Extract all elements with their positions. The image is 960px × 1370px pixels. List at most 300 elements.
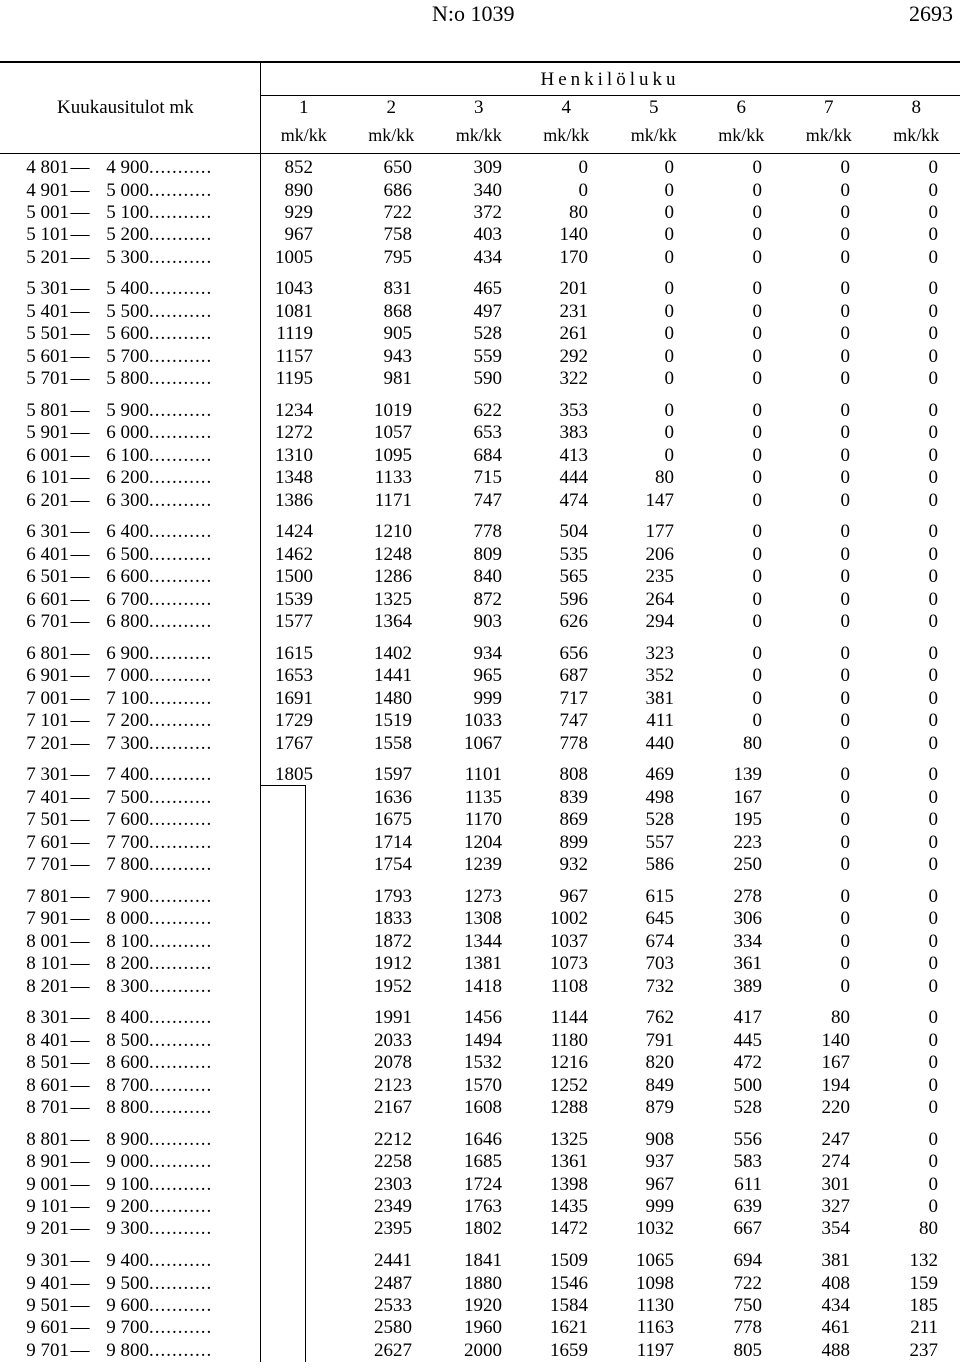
income-from: 8 401 bbox=[26, 1029, 69, 1051]
cell-persons-8: 0 bbox=[928, 710, 938, 732]
household-size-header: 2 bbox=[386, 97, 396, 118]
cell-persons-6: 0 bbox=[752, 588, 762, 610]
income-range bbox=[7, 300, 257, 323]
table-row bbox=[0, 345, 960, 368]
cell-persons-6: 0 bbox=[752, 467, 762, 489]
unit-header: mk/kk bbox=[280, 125, 327, 145]
income-to: 5 300 bbox=[106, 246, 149, 268]
income-to: 6 300 bbox=[106, 489, 149, 511]
cell-persons-8: 0 bbox=[928, 345, 938, 367]
cell-persons-8: 0 bbox=[928, 1151, 938, 1172]
cell-persons-6: 139 bbox=[733, 764, 762, 786]
dot-leader: ........... bbox=[149, 908, 213, 930]
cell-persons-3: 653 bbox=[473, 422, 502, 444]
income-range bbox=[7, 907, 257, 930]
income-range bbox=[7, 885, 257, 908]
income-to: 5 400 bbox=[106, 278, 149, 300]
table-row bbox=[0, 399, 960, 422]
income-range bbox=[7, 1006, 257, 1029]
cell-persons-4: 687 bbox=[559, 665, 588, 687]
unit-header: mk/kk bbox=[718, 125, 765, 145]
income-from: 7 901 bbox=[26, 908, 69, 930]
income-to: 7 000 bbox=[106, 665, 149, 687]
cell-persons-2: 650 bbox=[383, 157, 412, 178]
cell-persons-1: 1691 bbox=[275, 687, 313, 709]
cell-persons-4: 1325 bbox=[550, 1128, 588, 1150]
cell-persons-5: 820 bbox=[645, 1052, 674, 1073]
income-from: 8 301 bbox=[26, 1007, 69, 1029]
cell-persons-1: 1157 bbox=[275, 345, 313, 367]
household-size-header: 5 bbox=[649, 97, 659, 118]
cell-persons-1: 1653 bbox=[275, 665, 313, 687]
cell-persons-3: 1880 bbox=[464, 1272, 502, 1294]
cell-persons-2: 1872 bbox=[374, 930, 412, 952]
income-range bbox=[7, 1294, 257, 1317]
page-header bbox=[0, 0, 960, 30]
household-size-header: 7 bbox=[824, 97, 834, 118]
table-row bbox=[0, 930, 960, 953]
cell-persons-3: 1763 bbox=[464, 1195, 502, 1217]
dot-leader: ........... bbox=[149, 300, 213, 322]
dot-leader: ........... bbox=[149, 1029, 213, 1051]
dot-leader: ........... bbox=[149, 368, 213, 390]
income-range bbox=[7, 1195, 257, 1218]
range-dash: — bbox=[70, 908, 90, 930]
cell-persons-3: 1381 bbox=[464, 953, 502, 975]
table-row bbox=[0, 732, 960, 755]
dot-leader: ........... bbox=[149, 422, 213, 444]
income-to: 6 100 bbox=[106, 444, 149, 466]
table-row bbox=[0, 763, 960, 786]
cell-persons-5: 791 bbox=[645, 1029, 674, 1051]
table-row bbox=[0, 1150, 960, 1173]
cell-persons-8: 0 bbox=[928, 157, 938, 178]
cell-persons-3: 1494 bbox=[464, 1029, 502, 1051]
cell-persons-8: 0 bbox=[928, 1097, 938, 1118]
income-to: 8 900 bbox=[106, 1128, 149, 1150]
range-dash: — bbox=[70, 732, 90, 754]
income-range bbox=[7, 1051, 257, 1074]
cell-persons-6: 0 bbox=[752, 665, 762, 687]
dot-leader: ........... bbox=[149, 278, 213, 300]
cell-persons-4: 565 bbox=[559, 566, 588, 588]
table-row bbox=[0, 201, 960, 224]
cell-persons-7: 0 bbox=[840, 930, 850, 952]
cell-persons-2: 2395 bbox=[374, 1218, 412, 1240]
cell-persons-5: 937 bbox=[645, 1151, 674, 1172]
cell-persons-6: 0 bbox=[752, 157, 762, 178]
income-from: 8 801 bbox=[26, 1128, 69, 1150]
household-size-header: 6 bbox=[736, 97, 746, 118]
income-range bbox=[7, 322, 257, 345]
cell-persons-7: 0 bbox=[840, 489, 850, 511]
range-dash: — bbox=[70, 885, 90, 907]
dot-leader: ........... bbox=[149, 1097, 213, 1118]
cell-persons-5: 674 bbox=[645, 930, 674, 952]
income-to: 8 600 bbox=[106, 1052, 149, 1073]
range-dash: — bbox=[70, 444, 90, 466]
range-dash: — bbox=[70, 399, 90, 421]
income-range bbox=[7, 565, 257, 588]
cell-persons-7: 0 bbox=[840, 444, 850, 466]
cell-persons-6: 334 bbox=[733, 930, 762, 952]
income-to: 9 600 bbox=[106, 1294, 149, 1316]
income-from: 5 901 bbox=[26, 422, 69, 444]
income-from: 4 901 bbox=[26, 179, 69, 201]
income-to: 5 200 bbox=[106, 224, 149, 246]
cell-persons-7: 0 bbox=[840, 588, 850, 610]
income-from: 7 101 bbox=[26, 710, 69, 732]
cell-persons-6: 80 bbox=[743, 732, 762, 754]
cell-persons-7: 434 bbox=[821, 1294, 850, 1316]
cell-persons-2: 1636 bbox=[374, 786, 412, 808]
dot-leader: ........... bbox=[149, 710, 213, 732]
cell-persons-8: 0 bbox=[928, 224, 938, 246]
cell-persons-4: 353 bbox=[559, 399, 588, 421]
cell-persons-6: 0 bbox=[752, 642, 762, 664]
income-column-header: Kuukausitulot mk bbox=[57, 97, 194, 118]
table-row bbox=[0, 246, 960, 269]
income-range bbox=[7, 246, 257, 269]
income-range bbox=[7, 763, 257, 786]
group-header-rule bbox=[260, 95, 960, 96]
cell-persons-3: 622 bbox=[473, 399, 502, 421]
income-from: 8 001 bbox=[26, 930, 69, 952]
range-dash: — bbox=[70, 1195, 90, 1217]
cell-persons-7: 0 bbox=[840, 224, 850, 246]
cell-persons-3: 684 bbox=[473, 444, 502, 466]
cell-persons-7: 0 bbox=[840, 521, 850, 543]
income-from: 8 101 bbox=[26, 953, 69, 975]
cell-persons-4: 1216 bbox=[550, 1052, 588, 1073]
income-to: 7 900 bbox=[106, 885, 149, 907]
cell-persons-8: 0 bbox=[928, 444, 938, 466]
cell-persons-8: 0 bbox=[928, 809, 938, 831]
range-dash: — bbox=[70, 422, 90, 444]
income-from: 7 301 bbox=[26, 764, 69, 786]
cell-persons-2: 868 bbox=[383, 300, 412, 322]
income-from: 6 301 bbox=[26, 521, 69, 543]
cell-persons-2: 1754 bbox=[374, 854, 412, 875]
dot-leader: ........... bbox=[149, 157, 213, 178]
cell-persons-7: 0 bbox=[840, 786, 850, 808]
cell-persons-3: 528 bbox=[473, 323, 502, 345]
income-from: 6 601 bbox=[26, 588, 69, 610]
cell-persons-6: 0 bbox=[752, 278, 762, 300]
cell-persons-7: 167 bbox=[821, 1052, 850, 1073]
cell-persons-4: 899 bbox=[559, 831, 588, 853]
income-range bbox=[7, 853, 257, 876]
cell-persons-3: 1239 bbox=[464, 854, 502, 875]
cell-persons-3: 778 bbox=[473, 521, 502, 543]
dot-leader: ........... bbox=[149, 543, 213, 565]
unit-header: mk/kk bbox=[805, 125, 852, 145]
table-row bbox=[0, 1051, 960, 1074]
cell-persons-8: 0 bbox=[928, 521, 938, 543]
cell-persons-3: 1456 bbox=[464, 1007, 502, 1029]
cell-persons-3: 1724 bbox=[464, 1173, 502, 1195]
cell-persons-5: 967 bbox=[645, 1173, 674, 1195]
income-to: 5 600 bbox=[106, 323, 149, 345]
cell-persons-4: 0 bbox=[578, 157, 588, 178]
cell-persons-5: 645 bbox=[645, 908, 674, 930]
cell-persons-7: 247 bbox=[821, 1128, 850, 1150]
cell-persons-6: 0 bbox=[752, 368, 762, 390]
cell-persons-7: 0 bbox=[840, 399, 850, 421]
range-dash: — bbox=[70, 953, 90, 975]
cell-persons-2: 2078 bbox=[374, 1052, 412, 1073]
range-dash: — bbox=[70, 1294, 90, 1316]
income-range bbox=[7, 201, 257, 224]
unit-headers bbox=[260, 125, 960, 151]
cell-persons-5: 0 bbox=[664, 422, 674, 444]
table-row bbox=[0, 1029, 960, 1052]
cell-persons-2: 905 bbox=[383, 323, 412, 345]
cell-persons-2: 1019 bbox=[374, 399, 412, 421]
income-from: 6 901 bbox=[26, 665, 69, 687]
cell-persons-5: 0 bbox=[664, 323, 674, 345]
table-row bbox=[0, 687, 960, 710]
cell-persons-7: 0 bbox=[840, 543, 850, 565]
cell-persons-4: 626 bbox=[559, 611, 588, 633]
cell-persons-5: 999 bbox=[645, 1195, 674, 1217]
cell-persons-5: 703 bbox=[645, 953, 674, 975]
cell-persons-1: 1043 bbox=[275, 278, 313, 300]
cell-persons-1: 1500 bbox=[275, 566, 313, 588]
cell-persons-6: 0 bbox=[752, 179, 762, 201]
cell-persons-5: 0 bbox=[664, 345, 674, 367]
range-dash: — bbox=[70, 786, 90, 808]
cell-persons-8: 0 bbox=[928, 953, 938, 975]
cell-persons-4: 1073 bbox=[550, 953, 588, 975]
cell-persons-8: 0 bbox=[928, 422, 938, 444]
cell-persons-5: 264 bbox=[645, 588, 674, 610]
dot-leader: ........... bbox=[149, 399, 213, 421]
income-range bbox=[7, 930, 257, 953]
dot-leader: ........... bbox=[149, 224, 213, 246]
table-row bbox=[0, 588, 960, 611]
table-row bbox=[0, 1006, 960, 1029]
range-dash: — bbox=[70, 224, 90, 246]
cell-persons-7: 0 bbox=[840, 885, 850, 907]
cell-persons-6: 0 bbox=[752, 345, 762, 367]
cell-persons-7: 0 bbox=[840, 467, 850, 489]
income-range bbox=[7, 1249, 257, 1272]
cell-persons-6: 0 bbox=[752, 611, 762, 633]
dot-leader: ........... bbox=[149, 1151, 213, 1172]
cell-persons-7: 488 bbox=[821, 1339, 850, 1361]
income-to: 6 800 bbox=[106, 611, 149, 633]
income-from: 9 601 bbox=[26, 1317, 69, 1339]
cell-persons-4: 808 bbox=[559, 764, 588, 786]
dot-leader: ........... bbox=[149, 1195, 213, 1217]
income-range bbox=[7, 831, 257, 854]
table-row bbox=[0, 1173, 960, 1196]
dot-leader: ........... bbox=[149, 201, 213, 223]
cell-persons-3: 1067 bbox=[464, 732, 502, 754]
cell-persons-1: 1462 bbox=[275, 543, 313, 565]
cell-persons-1: 1195 bbox=[275, 368, 313, 390]
range-dash: — bbox=[70, 543, 90, 565]
cell-persons-8: 0 bbox=[928, 854, 938, 875]
cell-persons-7: 0 bbox=[840, 831, 850, 853]
cell-persons-8: 0 bbox=[928, 975, 938, 997]
cell-persons-2: 1714 bbox=[374, 831, 412, 853]
cell-persons-7: 0 bbox=[840, 642, 850, 664]
cell-persons-5: 1197 bbox=[636, 1339, 674, 1361]
cell-persons-6: 167 bbox=[733, 786, 762, 808]
cell-persons-1: 890 bbox=[284, 179, 313, 201]
table-row bbox=[0, 565, 960, 588]
income-to: 9 500 bbox=[106, 1272, 149, 1294]
cell-persons-3: 340 bbox=[473, 179, 502, 201]
dot-leader: ........... bbox=[149, 1173, 213, 1195]
cell-persons-7: 0 bbox=[840, 422, 850, 444]
cell-persons-4: 1659 bbox=[550, 1339, 588, 1361]
income-range bbox=[7, 808, 257, 831]
income-range bbox=[7, 732, 257, 755]
table-row bbox=[0, 421, 960, 444]
dot-leader: ........... bbox=[149, 764, 213, 786]
dot-leader: ........... bbox=[149, 345, 213, 367]
cell-persons-6: 0 bbox=[752, 224, 762, 246]
cell-persons-6: 778 bbox=[733, 1317, 762, 1339]
cell-persons-3: 1204 bbox=[464, 831, 502, 853]
cell-persons-4: 504 bbox=[559, 521, 588, 543]
unit-header: mk/kk bbox=[893, 125, 940, 145]
cell-persons-1: 1081 bbox=[275, 300, 313, 322]
cell-persons-1: 967 bbox=[284, 224, 313, 246]
cell-persons-3: 934 bbox=[473, 642, 502, 664]
cell-persons-5: 323 bbox=[645, 642, 674, 664]
table-row bbox=[0, 1339, 960, 1362]
income-from: 9 401 bbox=[26, 1272, 69, 1294]
range-dash: — bbox=[70, 1317, 90, 1339]
income-range bbox=[7, 1150, 257, 1173]
cell-persons-5: 294 bbox=[645, 611, 674, 633]
cell-persons-4: 869 bbox=[559, 809, 588, 831]
income-range bbox=[7, 610, 257, 633]
income-to: 7 600 bbox=[106, 809, 149, 831]
cell-persons-2: 1402 bbox=[374, 642, 412, 664]
cell-persons-6: 195 bbox=[733, 809, 762, 831]
table-row bbox=[0, 1128, 960, 1151]
dot-leader: ........... bbox=[149, 588, 213, 610]
income-to: 7 300 bbox=[106, 732, 149, 754]
cell-persons-7: 0 bbox=[840, 157, 850, 178]
table-row bbox=[0, 444, 960, 467]
cell-persons-4: 1584 bbox=[550, 1294, 588, 1316]
range-dash: — bbox=[70, 665, 90, 687]
document-number: N:o 1039 bbox=[432, 1, 515, 26]
income-from: 7 601 bbox=[26, 831, 69, 853]
cell-persons-8: 0 bbox=[928, 665, 938, 687]
cell-persons-5: 0 bbox=[664, 300, 674, 322]
table-row bbox=[0, 520, 960, 543]
cell-persons-7: 354 bbox=[821, 1218, 850, 1240]
cell-persons-7: 0 bbox=[840, 732, 850, 754]
cell-persons-8: 0 bbox=[928, 246, 938, 268]
cell-persons-8: 0 bbox=[928, 1007, 938, 1029]
cell-persons-7: 0 bbox=[840, 345, 850, 367]
household-size-header: 4 bbox=[561, 97, 571, 118]
cell-persons-4: 535 bbox=[559, 543, 588, 565]
income-to: 6 500 bbox=[106, 543, 149, 565]
cell-persons-2: 943 bbox=[383, 345, 412, 367]
dot-leader: ........... bbox=[149, 1250, 213, 1271]
household-size-header: 3 bbox=[474, 97, 484, 118]
cell-persons-6: 528 bbox=[733, 1097, 762, 1118]
cell-persons-7: 0 bbox=[840, 665, 850, 687]
cell-persons-4: 1288 bbox=[550, 1097, 588, 1118]
table-row bbox=[0, 853, 960, 876]
cell-persons-7: 0 bbox=[840, 179, 850, 201]
income-from: 6 401 bbox=[26, 543, 69, 565]
range-dash: — bbox=[70, 1339, 90, 1361]
cell-persons-8: 132 bbox=[909, 1250, 938, 1271]
cell-persons-6: 556 bbox=[733, 1128, 762, 1150]
cell-persons-6: 389 bbox=[733, 975, 762, 997]
cell-persons-5: 586 bbox=[645, 854, 674, 875]
cell-persons-4: 0 bbox=[578, 179, 588, 201]
income-range bbox=[7, 444, 257, 467]
income-to: 4 900 bbox=[106, 157, 149, 178]
cell-persons-5: 0 bbox=[664, 368, 674, 390]
cell-persons-3: 403 bbox=[473, 224, 502, 246]
range-dash: — bbox=[70, 642, 90, 664]
income-from: 9 301 bbox=[26, 1250, 69, 1271]
income-to: 8 500 bbox=[106, 1029, 149, 1051]
cell-persons-3: 1033 bbox=[464, 710, 502, 732]
cell-persons-6: 750 bbox=[733, 1294, 762, 1316]
income-to: 5 100 bbox=[106, 201, 149, 223]
cell-persons-3: 1418 bbox=[464, 975, 502, 997]
dot-leader: ........... bbox=[149, 521, 213, 543]
income-to: 9 100 bbox=[106, 1173, 149, 1195]
household-size-header: 1 bbox=[299, 97, 309, 118]
income-to: 9 400 bbox=[106, 1250, 149, 1271]
dot-leader: ........... bbox=[149, 1294, 213, 1316]
cell-persons-3: 1170 bbox=[464, 809, 502, 831]
income-range bbox=[7, 223, 257, 246]
income-range bbox=[7, 421, 257, 444]
cell-persons-2: 2533 bbox=[374, 1294, 412, 1316]
cell-persons-2: 1248 bbox=[374, 543, 412, 565]
cell-persons-4: 967 bbox=[559, 885, 588, 907]
income-to: 5 800 bbox=[106, 368, 149, 390]
cell-persons-6: 0 bbox=[752, 444, 762, 466]
income-to: 7 200 bbox=[106, 710, 149, 732]
cell-persons-4: 717 bbox=[559, 687, 588, 709]
cell-persons-5: 1032 bbox=[636, 1218, 674, 1240]
income-range bbox=[7, 1217, 257, 1240]
range-dash: — bbox=[70, 566, 90, 588]
cell-persons-8: 0 bbox=[928, 687, 938, 709]
dot-leader: ........... bbox=[149, 665, 213, 687]
range-dash: — bbox=[70, 246, 90, 268]
cell-persons-7: 301 bbox=[821, 1173, 850, 1195]
income-range bbox=[7, 975, 257, 998]
cell-persons-8: 211 bbox=[910, 1317, 938, 1339]
dot-leader: ........... bbox=[149, 953, 213, 975]
income-range bbox=[7, 1339, 257, 1362]
cell-persons-4: 413 bbox=[559, 444, 588, 466]
cell-persons-3: 1101 bbox=[464, 764, 502, 786]
income-from: 8 701 bbox=[26, 1097, 69, 1118]
cell-persons-4: 1546 bbox=[550, 1272, 588, 1294]
cell-persons-8: 0 bbox=[928, 489, 938, 511]
cell-persons-5: 80 bbox=[655, 467, 674, 489]
